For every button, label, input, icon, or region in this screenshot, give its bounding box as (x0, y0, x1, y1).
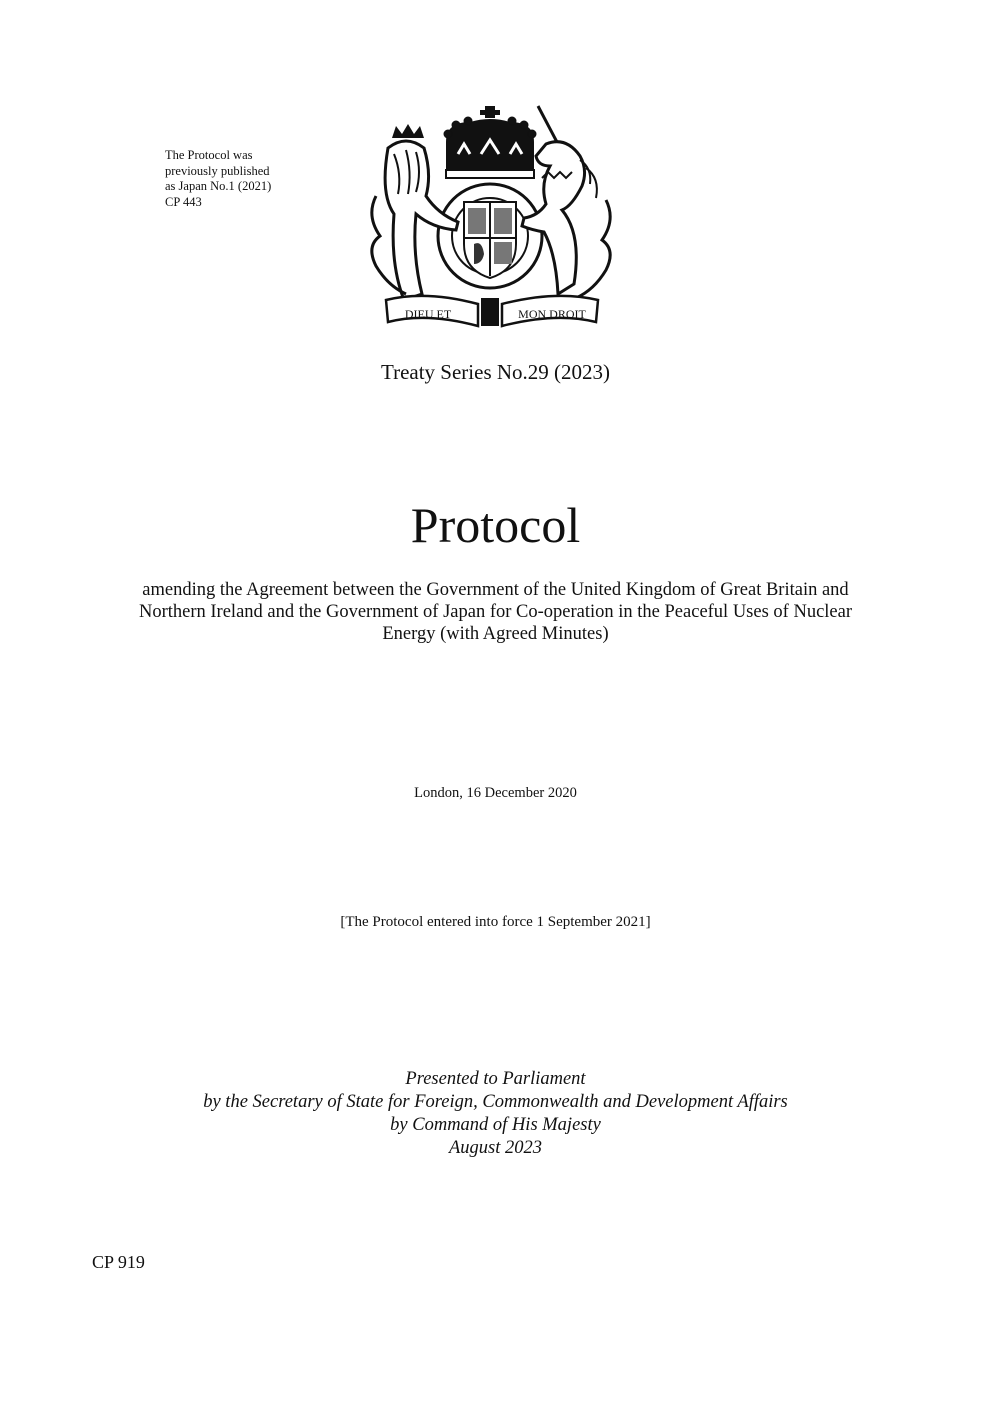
svg-text:MON DROIT: MON DROIT (518, 307, 586, 321)
presentation-line: August 2023 (448, 1138, 542, 1158)
presentation-line: by Command of His Majesty (390, 1115, 601, 1135)
entry-into-force-note: [The Protocol entered into force 1 September 2021] (340, 914, 651, 930)
command-paper-number: CP 919 (92, 1252, 145, 1272)
place-and-date: London, 16 December 2020 (414, 785, 577, 801)
note-line: The Protocol was (165, 148, 253, 162)
note-line: CP 443 (165, 194, 202, 209)
presentation-statement (0, 1068, 991, 1160)
treaty-series-number: Treaty Series No.29 (2023) (380, 360, 611, 384)
presentation-line: by the Secretary of State for Foreign, Commonwealth and Development Affairs (203, 1092, 788, 1112)
document-title: Protocol (410, 497, 581, 553)
document-subtitle (100, 579, 891, 645)
svg-text:DIEU ET: DIEU ET (404, 307, 452, 321)
presentation-line: Presented to Parliament (405, 1069, 586, 1089)
subtitle-line: Northern Ireland and the Government of Japan for Co-operation in the Peaceful Uses of Nuclear (138, 602, 853, 622)
subtitle-line: Energy (with Agreed Minutes) (382, 624, 609, 644)
subtitle-line: amending the Agreement between the Government of the United Kingdom of Great Britain and (142, 580, 849, 600)
previous-publication-note (165, 148, 271, 210)
note-line: as Japan No.1 (2021) (165, 179, 272, 193)
royal-coat-of-arms-icon (366, 104, 618, 330)
note-line: previously published (165, 163, 270, 178)
